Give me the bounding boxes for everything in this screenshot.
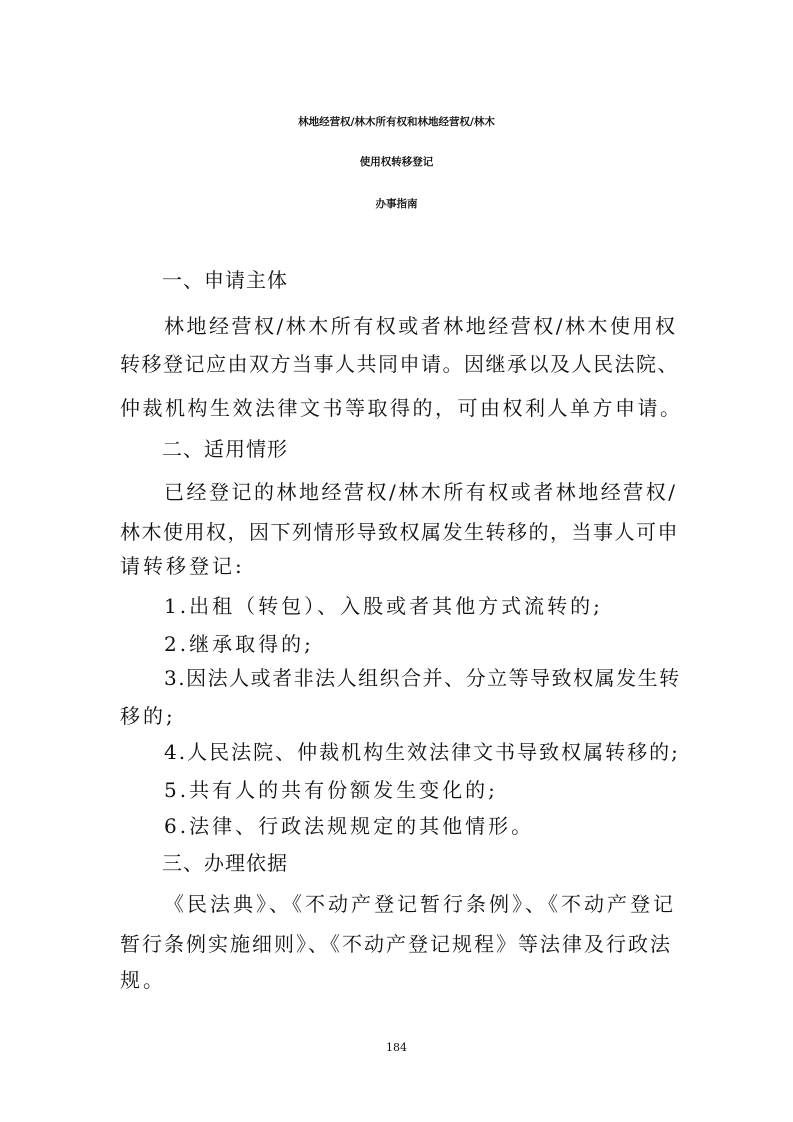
- paragraph-line: 林地经营权/林木所有权或者林地经营权/林木使用权: [164, 314, 678, 338]
- section-heading-applicable-cases: 二、适用情形: [162, 437, 288, 461]
- paragraph-line: 《民法典》、《不动产登记暂行条例》、《不动产登记: [164, 892, 676, 916]
- paragraph-line: 转移登记应由双方当事人共同申请。因继承以及人民法院、: [120, 352, 679, 376]
- list-item: 1.出租（转包）、入股或者其他方式流转的;: [164, 594, 603, 618]
- list-item: 2.继承取得的;: [164, 632, 314, 656]
- section-heading-applicant: 一、申请主体: [162, 268, 288, 292]
- list-item: 3.因法人或者非法人组织合并、分立等导致权属发生转: [164, 666, 681, 690]
- paragraph-line: 请转移登记:: [120, 554, 245, 578]
- section-heading-legal-basis: 三、办理依据: [162, 851, 288, 875]
- paragraph-line: 规。: [120, 968, 166, 992]
- paragraph-line: 仲裁机构生效法律文书等取得的，可由权利人单方申请。: [120, 396, 683, 420]
- list-item: 4.人民法院、仲裁机构生效法律文书导致权属转移的;: [164, 740, 680, 764]
- list-item: 6.法律、行政法规规定的其他情形。: [164, 814, 535, 838]
- paragraph-line: 已经登记的林地经营权/林木所有权或者林地经营权/: [164, 480, 678, 504]
- page-number: 184: [386, 1041, 407, 1054]
- title-line-3: 办事指南: [375, 198, 418, 210]
- list-item: 5.共有人的共有份额发生变化的;: [164, 778, 498, 802]
- title-line-2: 使用权转移登记: [359, 156, 434, 168]
- paragraph-line: 林木使用权，因下列情形导致权属发生转移的，当事人可申: [120, 520, 679, 544]
- list-item-continuation: 移的;: [120, 704, 176, 728]
- paragraph-line: 暂行条例实施细则》、《不动产登记规程》等法律及行政法: [120, 932, 672, 956]
- title-line-1: 林地经营权/林木所有权和林地经营权/林木: [298, 116, 495, 128]
